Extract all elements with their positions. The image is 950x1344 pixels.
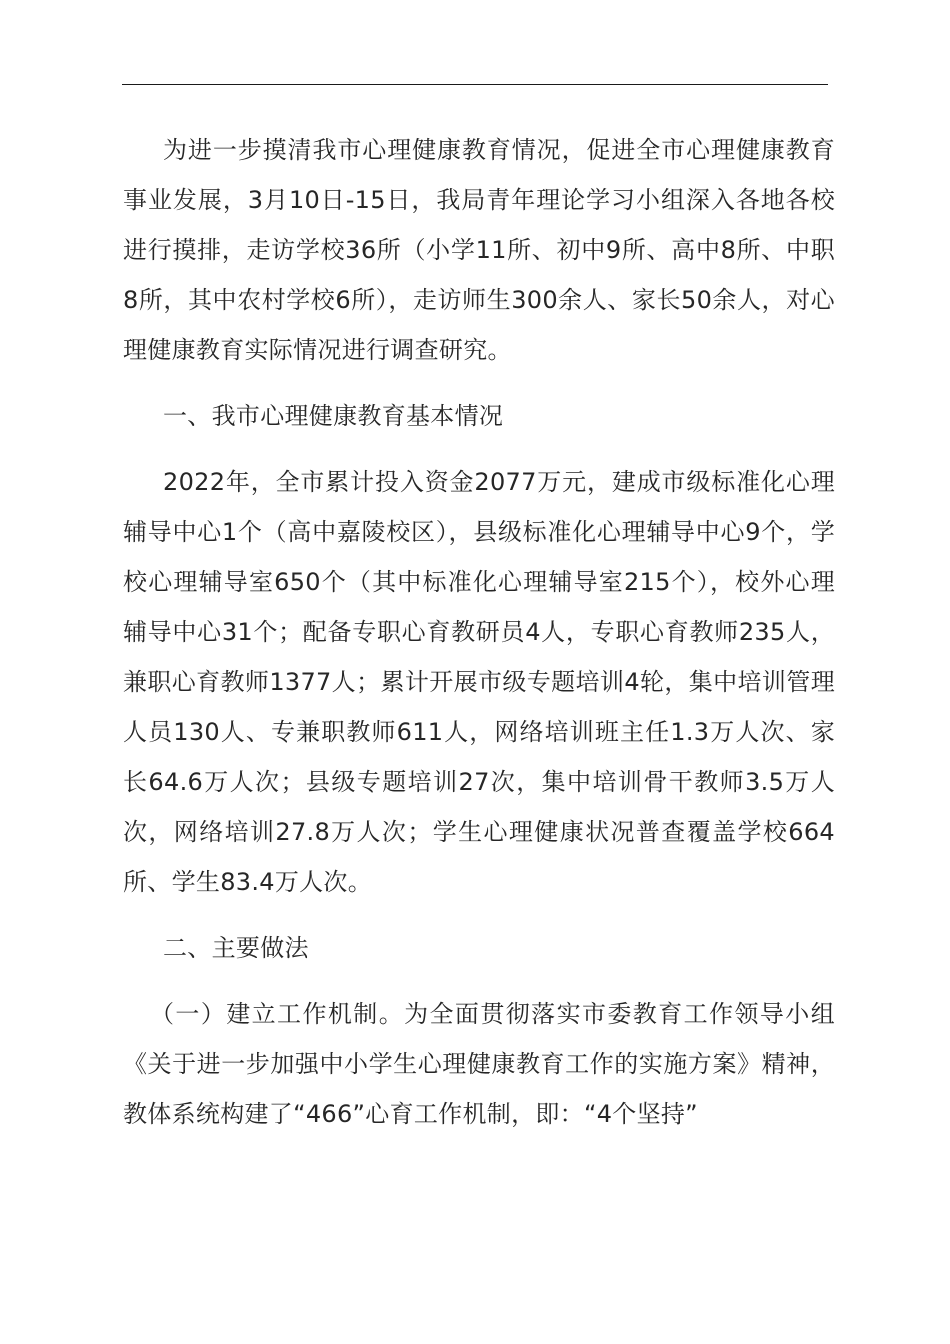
intro-paragraph: 为进一步摸清我市心理健康教育情况，促进全市心理健康教育事业发展，3月10日-15日，我局青年理论学习小组深入各地各校进行摸排，走访学校36所（小学11所、初中9所、高中8所、中职8所，其中农村学校6所），走访师生300余人、家长50余人，对心理健康教育实际情况进行调查研究。: [123, 136, 835, 364]
section1-paragraph: 2022年，全市累计投入资金2077万元，建成市级标准化心理辅导中心1个（高中嘉陵校区），县级标准化心理辅导中心9个，学校心理辅导室650个（其中标准化心理辅导室215个），校外心理辅导中心31个；配备专职心育教研员4人，专职心育教师235人，兼职心育教师1377人；累计开展市级专题培训4轮，集中培训管理人员130人、专兼职教师611人，网络培训班主任1.3万人次、家长64.6万人次；县级专题培训27次，集中培训骨干教师3.5万人次，网络培训27.8万人次；学生心理健康状况普查覆盖学校664所、学生83.4万人次。: [123, 468, 835, 896]
section2-sub1-paragraph: （一）建立工作机制。为全面贯彻落实市委教育工作领导小组《关于进一步加强中小学生心理健康教育工作的实施方案》精神，教体系统构建了“466”心育工作机制，即：“4个坚持”: [123, 1000, 835, 1128]
header-rule: [122, 84, 828, 85]
section2-heading: 二、主要做法: [163, 934, 309, 962]
document-body: [123, 125, 835, 1139]
section1-heading: 一、我市心理健康教育基本情况: [163, 402, 504, 430]
